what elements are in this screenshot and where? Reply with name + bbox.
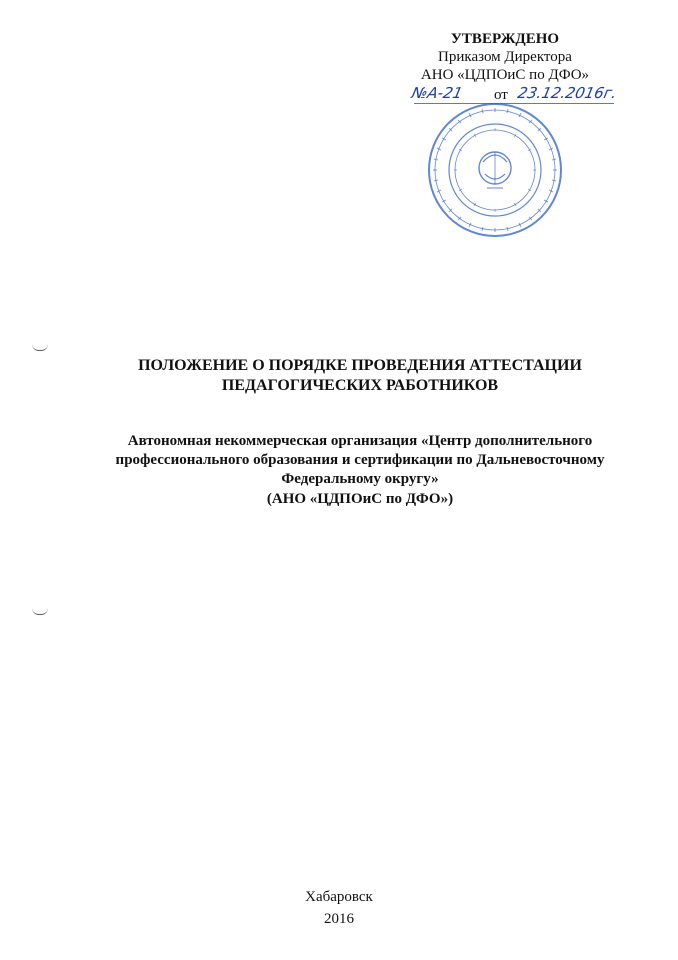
margin-mark xyxy=(32,344,48,351)
footer-city: Хабаровск xyxy=(305,889,373,905)
organization-line: профессионального образования и сертификации по Дальневосточному xyxy=(115,452,605,468)
document-title-line: ПЕДАГОГИЧЕСКИХ РАБОТНИКОВ xyxy=(221,377,499,394)
order-from-label: от xyxy=(494,87,508,103)
approval-order-line: Приказом Директора xyxy=(438,49,572,65)
seal-stamp-icon xyxy=(425,100,565,240)
organization-line: Автономная некоммерческая организация «Центр дополнительного xyxy=(127,433,593,449)
organization-name xyxy=(100,432,620,509)
margin-mark xyxy=(32,608,48,615)
order-number: №А-21 xyxy=(410,84,465,102)
approval-title: УТВЕРЖДЕНО xyxy=(450,31,560,47)
approval-block xyxy=(400,30,619,106)
document-title xyxy=(100,356,620,396)
approval-organization: АНО «ЦДПОиС по ДФО» xyxy=(420,67,590,83)
order-date: 23.12.2016г. xyxy=(516,84,619,102)
organization-abbreviation: (АНО «ЦДПОиС по ДФО») xyxy=(266,491,454,507)
organization-line: Федеральному округу» xyxy=(281,471,439,487)
footer-year: 2016 xyxy=(324,911,354,927)
document-title-line: ПОЛОЖЕНИЕ О ПОРЯДКЕ ПРОВЕДЕНИЯ АТТЕСТАЦИИ xyxy=(138,357,582,374)
document-footer xyxy=(0,886,678,930)
